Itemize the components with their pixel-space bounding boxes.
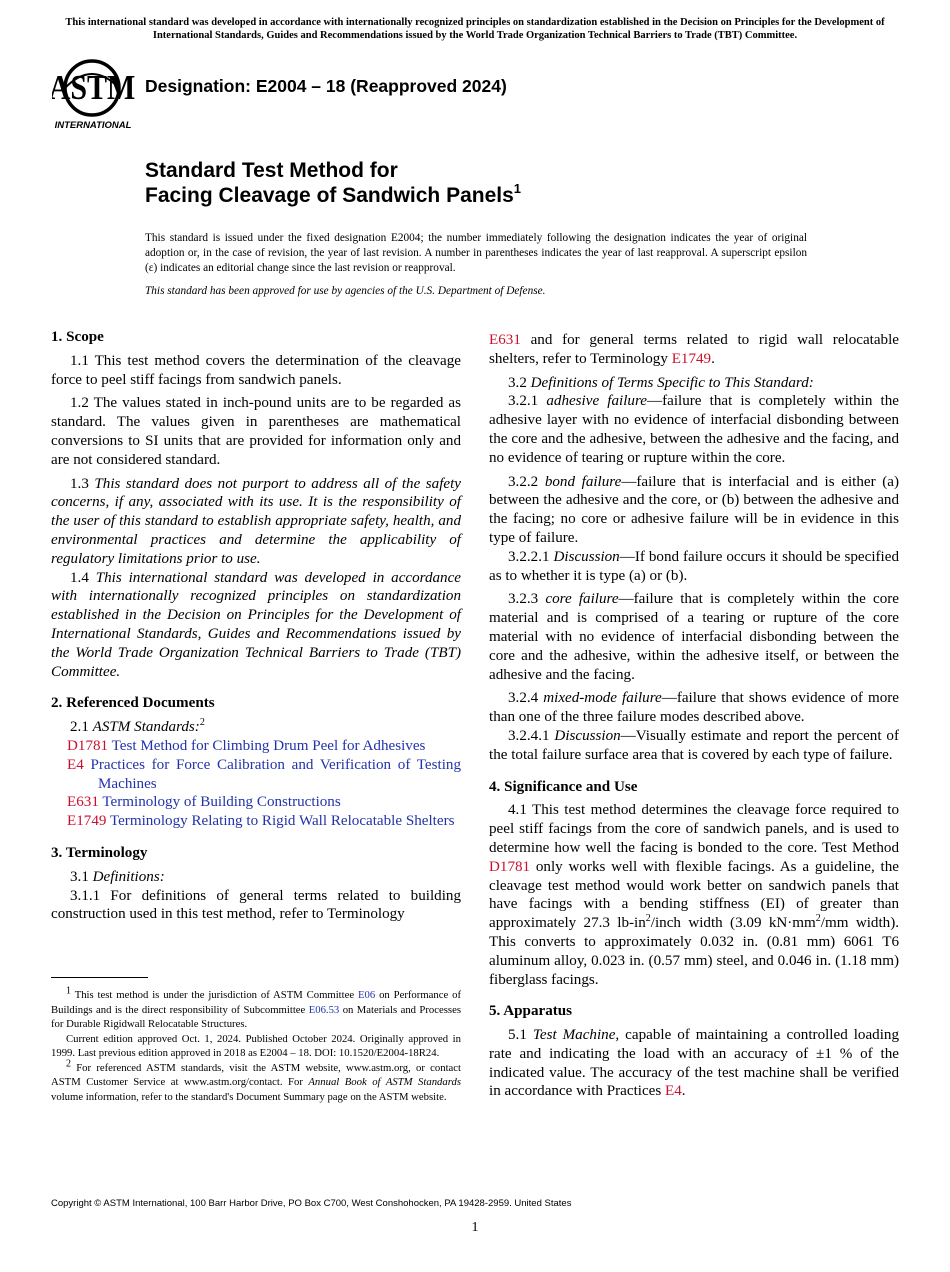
left-column (51, 328, 461, 924)
page-number: 1 (471, 1220, 479, 1235)
para-3-1-1: 3.1.1 For definitions of general terms related to building construction used in this test method, refer to Terminology (51, 887, 461, 923)
definition-mixed-mode-failure: 3.2.4 mixed-mode failure—failure that shows evidence of more than one of the three failure modes described above. (489, 690, 899, 726)
preamble: This standard is issued under the fixed designation E2004; the number immediately following the designation indicates the year of original adoption or, in the case of revision, the year of last revision. A number in parentheses indicates the year of last reapproval. A superscript epsilon (ε) indicates an editorial change since the last revision or reapproval. (145, 232, 807, 274)
discussion-mixed-mode: 3.2.4.1 Discussion—Visually estimate and report the percent of the total failure surface area that is covered by each type of failure. (489, 727, 900, 763)
para-3-1: 3.1 Definitions: (70, 868, 165, 885)
ref-e631-link[interactable]: E631 (489, 332, 521, 348)
ref-code-link[interactable]: D1781 (67, 737, 109, 754)
title-line-2: Facing Cleavage of Sandwich Panels (145, 184, 514, 207)
section-3-heading: 3. Terminology (51, 844, 148, 861)
title-footnote-mark[interactable]: 1 (513, 181, 522, 196)
ref-e1749-link[interactable]: E1749 (671, 350, 712, 367)
ref-title-link[interactable]: Test Method for Climbing Drum Peel for Adhesives (111, 737, 426, 754)
definition-core-failure: 3.2.3 core failure—failure that is completely within the core material and is comprised of a tearing or rupture of the core material with no evidence of interfacial disbonding between the core and the adhesive, within the adhesive itself, or between the adhesive and the facing. (489, 591, 899, 683)
definition-bond-failure: 3.2.2 bond failure—failure that is interfacial and is either (a) between the adhesive and the core, or (b) between the adhesive and the facing; no core or adhesive failure will be in evidence in this type of failure. (489, 473, 899, 546)
section-2-heading: 2. Referenced Documents (51, 695, 215, 712)
ref-item[interactable] (67, 793, 461, 812)
para-3-2: 3.2 Definitions of Terms Specific to This Standard: (508, 374, 814, 391)
ref-item[interactable] (67, 812, 461, 831)
svg-text:INTERNATIONAL: INTERNATIONAL (54, 120, 132, 131)
section-4-heading: 4. Significance and Use (489, 778, 638, 795)
right-column (489, 331, 899, 1101)
subcommittee-link[interactable]: E06.53 (308, 1003, 340, 1016)
ref-code-link[interactable]: E1749 (67, 813, 107, 830)
document-title (145, 158, 521, 208)
para-5-1: 5.1 Test Machine, capable of maintaining a controlled loading rate and indicating the load with an accuracy of ±1 % of the indicated value. The accuracy of the test machine shall be verified in accordance with Practices E4. (489, 1027, 899, 1100)
section-5-heading: 5. Apparatus (489, 1003, 573, 1020)
ref-d1781-link[interactable]: D1781 (489, 858, 531, 875)
para-1-2: 1.2 The values stated in inch-pound units are to be regarded as standard. The values given in parentheses are mathematical conversions to SI units that are provided for information only and are not considered standard. (51, 395, 461, 468)
svg-text:ASTM: ASTM (52, 67, 136, 107)
para-2-1: 2.1 ASTM Standards:$^2$ (70, 717, 205, 736)
para-1-3: 1.3 This standard does not purport to address all of the safety concerns, if any, associated with its use. It is the responsibility of the user of this standard to establish appropriate safety, health, and environmental practices and determine the applicability of regulatory limitations prior to use. (51, 475, 462, 567)
definition-adhesive-failure: 3.2.1 adhesive failure—failure that is completely within the adhesive layer with no evidence of interfacial disbonding between the core and the adhesive, between the adhesive and the facing, and no evidence of tearing or rupture within the core. (489, 393, 899, 466)
footnote-2: $^2$ For referenced ASTM standards, visit the ASTM website, www.astm.org, or contact ASTM Customer Service at www.astm.org/contact. For Annual Book of ASTM Standards volume information, refer to the standard's Document Summary page on the ASTM website. (51, 1057, 462, 1103)
footnote-divider (51, 977, 148, 978)
ref-title-link[interactable]: Terminology of Building Constructions (102, 794, 341, 811)
ref-e4-link[interactable]: E4 (665, 1083, 682, 1100)
terminology-continued: E631 and for general terms related to rigid wall relocatable shelters, refer to Terminology E1749. (489, 332, 899, 367)
para-1-1: 1.1 This test method covers the determination of the cleavage force to peel stiff facings from sandwich panels. (51, 352, 461, 388)
astm-logo (52, 54, 136, 132)
ref-title-link[interactable]: Terminology Relating to Rigid Wall Relocatable Shelters (109, 813, 455, 830)
footnote-1: $^1$ This test method is under the jurisdiction of ASTM Committee E06 on Performance of Buildings and is the direct responsibility of Subcommittee E06.53 on Materials and Processes for Durable Rigidwall Relocatable Structures. (51, 985, 461, 1030)
ref-title-link[interactable]: Practices for Force Calibration and Verification of Testing Machines (90, 756, 461, 792)
approved-note: This standard has been approved for use by agencies of the U.S. Department of Defense. (145, 285, 546, 297)
para-4-1: 4.1 This test method determines the cleavage force required to peel stiff facings from the core of sandwich panels, and is used to determine how well the facing is bonded to the core. Test Method D1781 only works well with flexible facings. As a guideline, the cleavage test method would work better on sandwich panels that have facings with a bending stiffness (EI) of greater than approximately 27.3 $lb-in^2$/inch width (3.09 $kN\cdot mm^2/mm$ width). This converts to approximately 0.032 in. (0.81 mm) 6061 T6 aluminum alloy, 0.023 in. (0.57 mm) steel, and 0.046 in. (1.18 mm) fiberglass facings. (489, 802, 899, 988)
section-1-heading: 1. Scope (51, 329, 104, 345)
ref-code-link[interactable]: E4 (67, 756, 84, 773)
ref-item[interactable] (67, 756, 461, 794)
copyright-footer: Copyright © ASTM International, 100 Barr Harbor Drive, PO Box C700, West Conshohocken, PA 19428-2959. United States (51, 1198, 572, 1209)
committee-link[interactable]: E06 (357, 989, 376, 1001)
footnote-edition: Current edition approved Oct. 1, 2024. Published October 2024. Originally approved in 1999. Last previous edition approved in 2018 as E2004 – 18. DOI: 10.1520/E2004-18R24. (51, 1032, 461, 1059)
footnotes (51, 985, 462, 1104)
top-note: This international standard was developed in accordance with internationally recognized principles on standardization established in the Decision on Principles for the Development of International Standards, Guides and Recommendations issued by the World Trade Organization Technical Barriers to Trade (TBT) Committee. (65, 17, 885, 41)
discussion-bond-failure: 3.2.2.1 Discussion—If bond failure occurs it should be specified as to whether it is type (a) or (b). (489, 548, 899, 584)
ref-item[interactable] (67, 737, 461, 756)
ref-code-link[interactable]: E631 (67, 794, 99, 811)
title-line-1: Standard Test Method for (145, 159, 398, 182)
para-1-4: 1.4 This international standard was developed in accordance with internationally recognized principles on standardization established in the Decision on Principles for the Development of International Standards, Guides and Recommendations issued by the World Trade Organization Technical Barriers to Trade (TBT) Committee. (51, 569, 461, 680)
designation: Designation: E2004 – 18 (Reapproved 2024) (145, 76, 507, 96)
